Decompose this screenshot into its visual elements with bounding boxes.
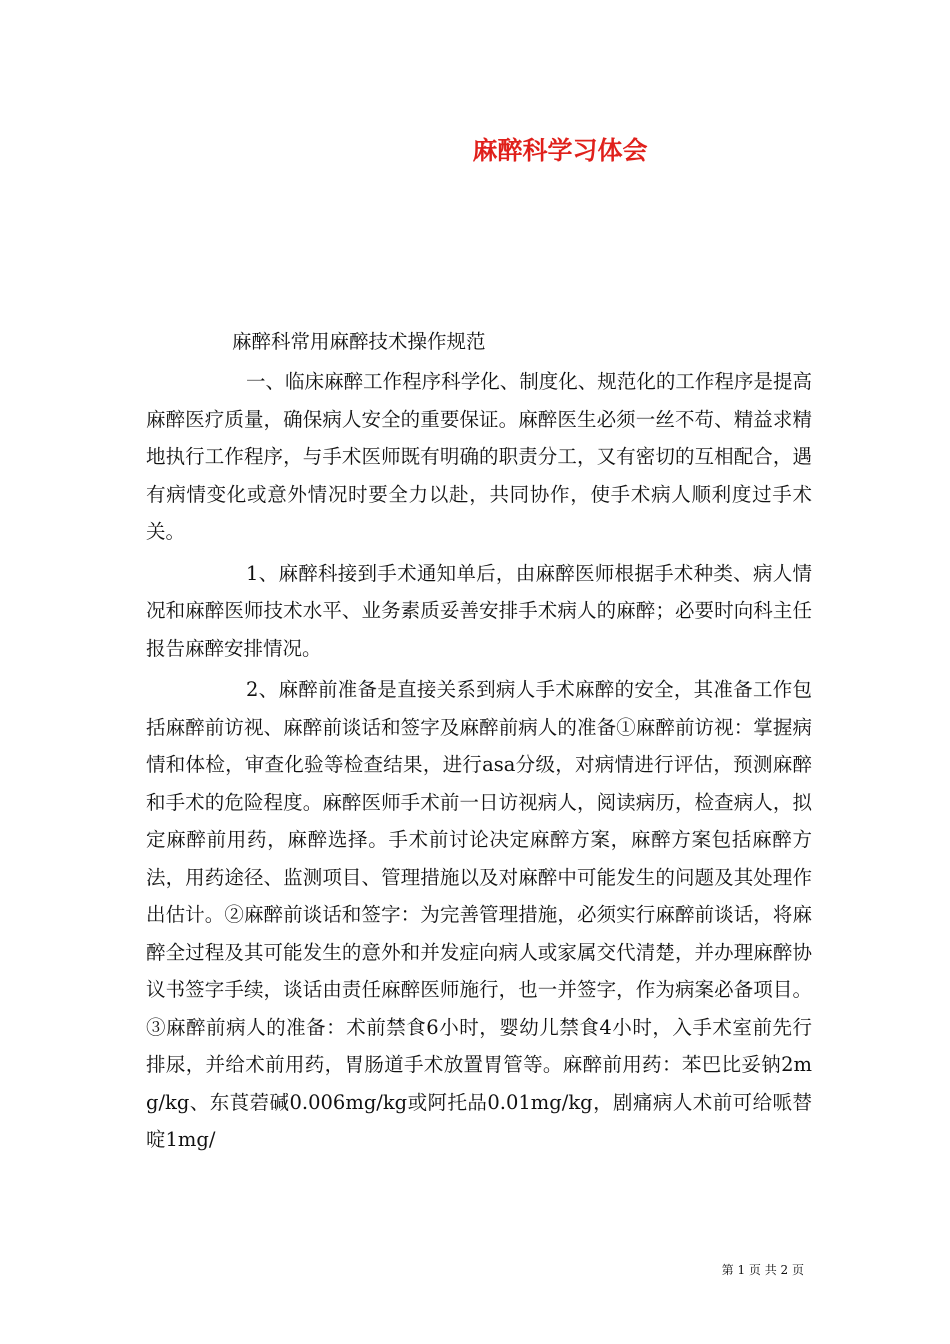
document-subtitle: 麻醉科常用麻醉技术操作规范 <box>232 330 486 353</box>
paragraph-3: 2、麻醉前准备是直接关系到病人手术麻醉的安全，其准备工作包括麻醉前访视、麻醉前谈话和签字及麻醉前病人的准备①麻醉前访视：掌握病情和体检，审查化验等检查结果，进行asa分级，对病情进行评估，预测麻醉和手术的危险程度。麻醉医师手术前一日访视病人，阅读病历，检查病人，拟定麻醉前用药，麻醉选择。手术前讨论决定麻醉方案，麻醉方案包括麻醉方法，用药途径、监测项目、管理措施以及对麻醉中可能发生的问题及其处理作出估计。②麻醉前谈话和签字：为完善管理措施，必须实行麻醉前谈话，将麻醉全过程及其可能发生的意外和并发症向病人或家属交代清楚，并办理麻醉协议书签字手续，谈话由责任麻醉医师施行，也一并签字，作为病案必备项目。③麻醉前病人的准备：术前禁食6小时，婴幼儿禁食4小时，入手术室前先行排尿，并给术前用药，胃肠道手术放置胃管等。麻醉前用药：苯巴比妥钠2mg/kg、东莨菪碱0.006mg/kg或阿托品0.01mg/kg，剧痛病人术前可给哌替啶1mg/ <box>146 678 812 1151</box>
page-title: 麻醉科学习体会 <box>472 136 648 165</box>
page-footer: 第 1 页 共 2 页 <box>721 1263 804 1277</box>
paragraph-1: 一、临床麻醉工作程序科学化、制度化、规范化的工作程序是提高麻醉医疗质量，确保病人安全的重要保证。麻醉医生必须一丝不苟、精益求精地执行工作程序，与手术医师既有明确的职责分工，又有密切的互相配合，遇有病情变化或意外情况时要全力以赴，共同协作，使手术病人顺利度过手术关。 <box>146 370 812 543</box>
paragraph-2: 1、麻醉科接到手术通知单后，由麻醉医师根据手术种类、病人情况和麻醉医师技术水平、业务素质妥善安排手术病人的麻醉；必要时向科主任报告麻醉安排情况。 <box>146 561 812 660</box>
document-body <box>146 363 812 1163</box>
